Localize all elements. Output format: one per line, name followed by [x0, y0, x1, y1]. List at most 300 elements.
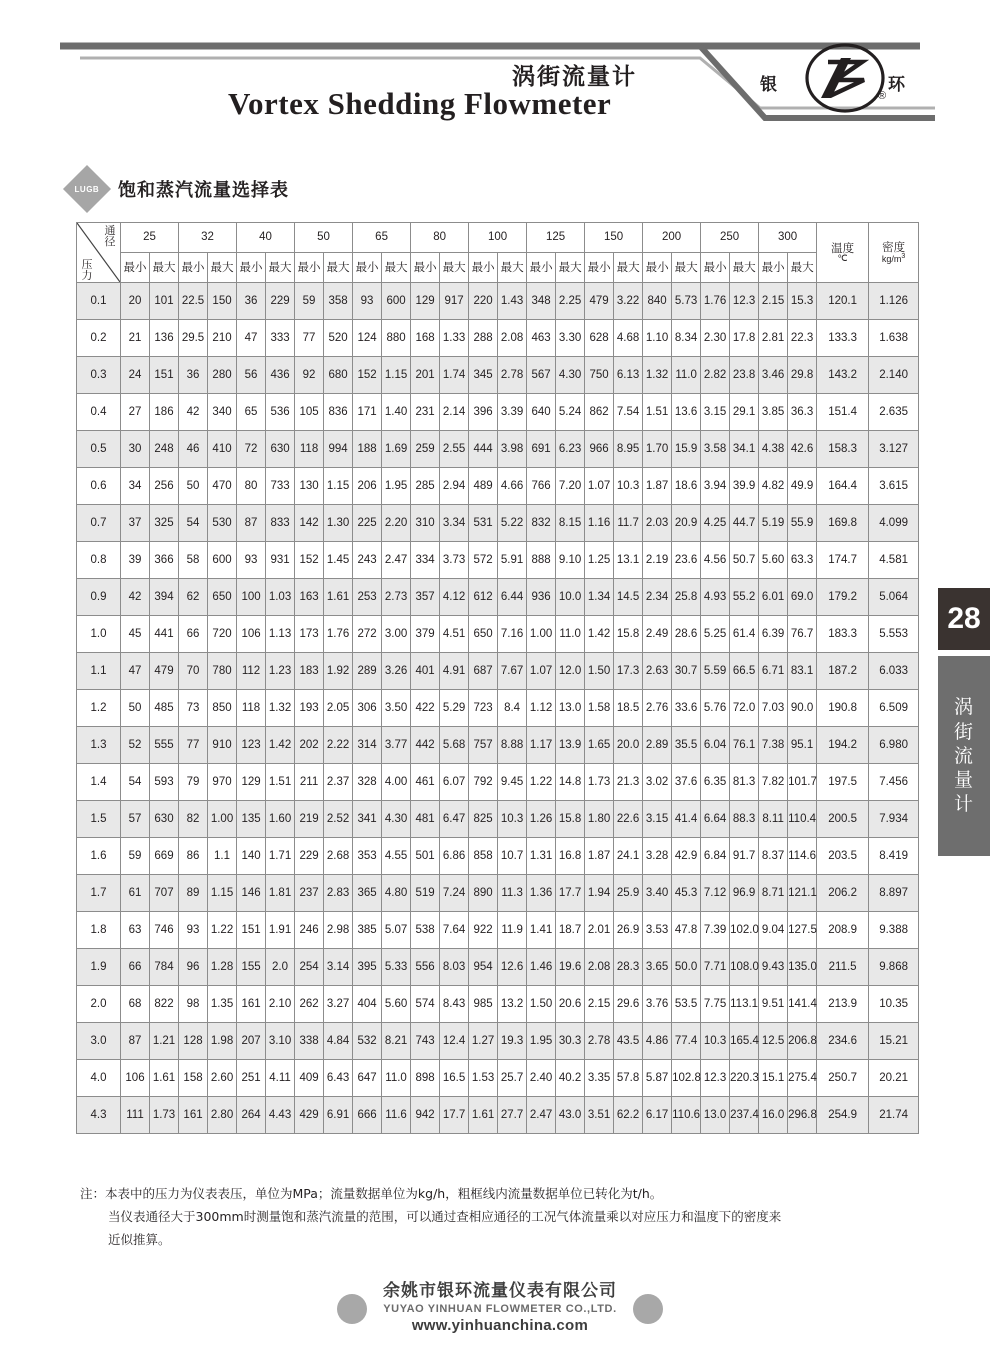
- footer-company-cn: 余姚市银环流量仪表有限公司: [383, 1281, 617, 1301]
- cell-value: 142: [295, 505, 324, 542]
- header-diameter-65: 65: [353, 223, 411, 253]
- cell-value: 985: [469, 986, 498, 1023]
- header-min-25: 最小: [121, 253, 150, 283]
- banner-title-en: Vortex Shedding Flowmeter: [228, 86, 612, 121]
- cell-value: 888: [527, 542, 556, 579]
- cell-value: 1.22: [208, 912, 237, 949]
- cell-density: 3.615: [869, 468, 919, 505]
- cell-value: 20.0: [614, 727, 643, 764]
- cell-value: 50: [121, 690, 150, 727]
- cell-value: 82: [179, 801, 208, 838]
- cell-value: 47.8: [672, 912, 701, 949]
- cell-temperature: 164.4: [817, 468, 869, 505]
- cell-value: 832: [527, 505, 556, 542]
- cell-value: 86: [179, 838, 208, 875]
- footer-dot-left-icon: [337, 1294, 367, 1324]
- cell-value: 96.9: [730, 875, 759, 912]
- cell-value: 30: [121, 431, 150, 468]
- cell-value: 2.08: [585, 949, 614, 986]
- cell-value: 28.3: [614, 949, 643, 986]
- cell-value: 17.8: [730, 320, 759, 357]
- cell-pressure: 0.8: [77, 542, 121, 579]
- cell-value: 62: [179, 579, 208, 616]
- cell-value: 17.7: [556, 875, 585, 912]
- cell-value: 792: [469, 764, 498, 801]
- cell-value: 88.3: [730, 801, 759, 838]
- cell-value: 96: [179, 949, 208, 986]
- cell-value: 17.3: [614, 653, 643, 690]
- cell-value: 161: [237, 986, 266, 1023]
- cell-value: 165.4: [730, 1023, 759, 1060]
- cell-density: 7.456: [869, 764, 919, 801]
- cell-value: 7.16: [498, 616, 527, 653]
- cell-value: 25.9: [614, 875, 643, 912]
- saturated-steam-flow-table: [76, 222, 919, 1134]
- cell-value: 146: [237, 875, 266, 912]
- cell-value: 118: [295, 431, 324, 468]
- cell-value: 4.30: [382, 801, 411, 838]
- cell-value: 39.9: [730, 468, 759, 505]
- cell-value: 25.7: [498, 1060, 527, 1097]
- cell-value: 18.6: [672, 468, 701, 505]
- cell-value: 23.6: [672, 542, 701, 579]
- cell-value: 4.11: [266, 1060, 295, 1097]
- cell-value: 5.22: [498, 505, 527, 542]
- cell-value: 5.24: [556, 394, 585, 431]
- cell-value: 519: [411, 875, 440, 912]
- cell-temperature: 250.7: [817, 1060, 869, 1097]
- cell-value: 34.1: [730, 431, 759, 468]
- page-side-tab: [938, 588, 990, 856]
- cell-value: 6.17: [643, 1097, 672, 1134]
- cell-value: 2.78: [498, 357, 527, 394]
- cell-value: 105: [295, 394, 324, 431]
- cell-value: 1.16: [585, 505, 614, 542]
- cell-value: 9.45: [498, 764, 527, 801]
- cell-value: 2.47: [382, 542, 411, 579]
- cell-value: 1.61: [324, 579, 353, 616]
- cell-value: 340: [208, 394, 237, 431]
- cell-value: 7.64: [440, 912, 469, 949]
- cell-value: 106: [121, 1060, 150, 1097]
- cell-value: 43.5: [614, 1023, 643, 1060]
- cell-value: 1.91: [266, 912, 295, 949]
- cell-value: 83.1: [788, 653, 817, 690]
- cell-value: 111: [121, 1097, 150, 1134]
- header-diameter-32: 32: [179, 223, 237, 253]
- cell-value: 92: [295, 357, 324, 394]
- cell-value: 63: [121, 912, 150, 949]
- cell-value: 366: [150, 542, 179, 579]
- cell-value: 3.39: [498, 394, 527, 431]
- section-heading: [70, 172, 289, 206]
- cell-value: 275.4: [788, 1060, 817, 1097]
- cell-value: 110.4: [788, 801, 817, 838]
- cell-value: 14.8: [556, 764, 585, 801]
- cell-value: 11.6: [382, 1097, 411, 1134]
- cell-value: 18.5: [614, 690, 643, 727]
- cell-value: 2.25: [556, 283, 585, 320]
- table-row: [77, 727, 919, 764]
- cell-value: 833: [266, 505, 295, 542]
- cell-value: 825: [469, 801, 498, 838]
- cell-value: 61: [121, 875, 150, 912]
- cell-value: 328: [353, 764, 382, 801]
- cell-value: 251: [237, 1060, 266, 1097]
- cell-value: 12.3: [701, 1060, 730, 1097]
- cell-value: 1.42: [266, 727, 295, 764]
- cell-value: 7.67: [498, 653, 527, 690]
- cell-value: 36: [179, 357, 208, 394]
- section-title-text: 饱和蒸汽流量选择表: [118, 180, 289, 201]
- cell-value: 1.51: [266, 764, 295, 801]
- cell-value: 118: [237, 690, 266, 727]
- cell-value: 45: [121, 616, 150, 653]
- cell-value: 89: [179, 875, 208, 912]
- cell-value: 43.0: [556, 1097, 585, 1134]
- cell-value: 520: [324, 320, 353, 357]
- footer-dot-right-icon: [633, 1294, 663, 1324]
- cell-value: 5.91: [498, 542, 527, 579]
- cell-value: 5.87: [643, 1060, 672, 1097]
- cell-value: 20.9: [672, 505, 701, 542]
- cell-value: 6.91: [324, 1097, 353, 1134]
- cell-value: 1.76: [701, 283, 730, 320]
- cell-value: 784: [150, 949, 179, 986]
- cell-value: 29.1: [730, 394, 759, 431]
- cell-value: 463: [527, 320, 556, 357]
- cell-value: 1.15: [324, 468, 353, 505]
- cell-value: 114.6: [788, 838, 817, 875]
- cell-value: 7.75: [701, 986, 730, 1023]
- cell-value: 237: [295, 875, 324, 912]
- cell-value: 757: [469, 727, 498, 764]
- cell-value: 100: [237, 579, 266, 616]
- side-tab-char: 街: [953, 720, 974, 743]
- cell-value: 15.9: [672, 431, 701, 468]
- cell-value: 46: [179, 431, 208, 468]
- cell-value: 9.51: [759, 986, 788, 1023]
- cell-value: 108.0: [730, 949, 759, 986]
- cell-value: 8.37: [759, 838, 788, 875]
- cell-value: 168: [411, 320, 440, 357]
- cell-value: 5.19: [759, 505, 788, 542]
- cell-value: 22.5: [179, 283, 208, 320]
- cell-value: 280: [208, 357, 237, 394]
- cell-value: 11.7: [614, 505, 643, 542]
- cell-value: 150: [208, 283, 237, 320]
- table-row: [77, 690, 919, 727]
- cell-value: 210: [208, 320, 237, 357]
- cell-temperature: 151.4: [817, 394, 869, 431]
- cell-value: 69.0: [788, 579, 817, 616]
- note-line-3: 近似推算。: [108, 1232, 171, 1248]
- cell-value: 30.3: [556, 1023, 585, 1060]
- cell-value: 22.3: [788, 320, 817, 357]
- cell-pressure: 0.4: [77, 394, 121, 431]
- cell-value: 780: [208, 653, 237, 690]
- cell-value: 862: [585, 394, 614, 431]
- cell-value: 5.07: [382, 912, 411, 949]
- cell-value: 11.0: [556, 616, 585, 653]
- cell-value: 3.02: [643, 764, 672, 801]
- header-label-pressure: 压力: [81, 258, 93, 282]
- cell-value: 40.2: [556, 1060, 585, 1097]
- table-row: [77, 1060, 919, 1097]
- cell-value: 58: [179, 542, 208, 579]
- cell-value: 44.7: [730, 505, 759, 542]
- cell-value: 743: [411, 1023, 440, 1060]
- cell-value: 65: [237, 394, 266, 431]
- cell-value: 5.73: [672, 283, 701, 320]
- cell-value: 15.8: [556, 801, 585, 838]
- cell-value: 1.87: [585, 838, 614, 875]
- cell-value: 123: [237, 727, 266, 764]
- cell-value: 80: [237, 468, 266, 505]
- cell-value: 135.0: [788, 949, 817, 986]
- cell-value: 6.04: [701, 727, 730, 764]
- cell-value: 152: [353, 357, 382, 394]
- cell-value: 6.43: [324, 1060, 353, 1097]
- cell-value: 11.0: [672, 357, 701, 394]
- cell-value: 39: [121, 542, 150, 579]
- cell-value: 8.88: [498, 727, 527, 764]
- header-min-80: 最小: [411, 253, 440, 283]
- header-diameter-250: 250: [701, 223, 759, 253]
- cell-value: 536: [266, 394, 295, 431]
- header-label-diameter: 通径: [104, 224, 116, 248]
- header-min-150: 最小: [585, 253, 614, 283]
- cell-value: 1.74: [440, 357, 469, 394]
- cell-value: 106: [237, 616, 266, 653]
- cell-pressure: 0.7: [77, 505, 121, 542]
- cell-value: 87: [121, 1023, 150, 1060]
- cell-value: 231: [411, 394, 440, 431]
- cell-value: 3.40: [643, 875, 672, 912]
- cell-value: 90.0: [788, 690, 817, 727]
- cell-pressure: 4.3: [77, 1097, 121, 1134]
- cell-value: 4.56: [701, 542, 730, 579]
- header-max-150: 最大: [614, 253, 643, 283]
- cell-value: 26.9: [614, 912, 643, 949]
- cell-value: 3.51: [585, 1097, 614, 1134]
- cell-value: 358: [324, 283, 353, 320]
- header-min-125: 最小: [527, 253, 556, 283]
- side-tab-label: [938, 656, 990, 856]
- cell-value: 12.5: [759, 1023, 788, 1060]
- cell-value: 669: [150, 838, 179, 875]
- cell-value: 461: [411, 764, 440, 801]
- cell-value: 19.6: [556, 949, 585, 986]
- cell-value: 7.12: [701, 875, 730, 912]
- cell-value: 720: [208, 616, 237, 653]
- cell-value: 8.03: [440, 949, 469, 986]
- cell-density: 3.127: [869, 431, 919, 468]
- cell-value: 1.65: [585, 727, 614, 764]
- table-row: [77, 579, 919, 616]
- cell-value: 532: [353, 1023, 382, 1060]
- cell-value: 21: [121, 320, 150, 357]
- cell-value: 1.98: [208, 1023, 237, 1060]
- cell-value: 2.34: [643, 579, 672, 616]
- cell-density: 8.419: [869, 838, 919, 875]
- cell-value: 1.76: [324, 616, 353, 653]
- cell-value: 334: [411, 542, 440, 579]
- cell-value: 314: [353, 727, 382, 764]
- cell-value: 50.7: [730, 542, 759, 579]
- cell-value: 8.95: [614, 431, 643, 468]
- cell-value: 746: [150, 912, 179, 949]
- cell-value: 8.11: [759, 801, 788, 838]
- cell-value: 379: [411, 616, 440, 653]
- cell-pressure: 4.0: [77, 1060, 121, 1097]
- cell-value: 5.33: [382, 949, 411, 986]
- cell-temperature: 197.5: [817, 764, 869, 801]
- cell-value: 13.1: [614, 542, 643, 579]
- cell-value: 87: [237, 505, 266, 542]
- cell-pressure: 1.9: [77, 949, 121, 986]
- cell-value: 2.80: [208, 1097, 237, 1134]
- cell-value: 2.10: [266, 986, 295, 1023]
- cell-value: 2.15: [759, 283, 788, 320]
- cell-value: 3.15: [701, 394, 730, 431]
- cell-value: 20.6: [556, 986, 585, 1023]
- cell-value: 49.9: [788, 468, 817, 505]
- lugb-diamond-icon: [63, 165, 111, 213]
- cell-value: 3.73: [440, 542, 469, 579]
- cell-value: 880: [382, 320, 411, 357]
- cell-value: 365: [353, 875, 382, 912]
- cell-value: 10.3: [498, 801, 527, 838]
- cell-value: 225: [353, 505, 382, 542]
- cell-value: 10.3: [701, 1023, 730, 1060]
- cell-value: 1.61: [469, 1097, 498, 1134]
- cell-value: 102.0: [730, 912, 759, 949]
- cell-value: 917: [440, 283, 469, 320]
- cell-value: 151: [150, 357, 179, 394]
- header-min-200: 最小: [643, 253, 672, 283]
- cell-value: 628: [585, 320, 614, 357]
- cell-temperature: 169.8: [817, 505, 869, 542]
- table-row: [77, 320, 919, 357]
- cell-value: 29.8: [788, 357, 817, 394]
- cell-value: 1.60: [266, 801, 295, 838]
- cell-value: 1.34: [585, 579, 614, 616]
- cell-value: 1.32: [643, 357, 672, 394]
- cell-value: 110.6: [672, 1097, 701, 1134]
- cell-value: 680: [324, 357, 353, 394]
- cell-value: 23.8: [730, 357, 759, 394]
- company-logo: [760, 48, 920, 110]
- cell-value: 4.38: [759, 431, 788, 468]
- table-row: [77, 431, 919, 468]
- cell-value: 45.3: [672, 875, 701, 912]
- cell-value: 243: [353, 542, 382, 579]
- table-row: [77, 986, 919, 1023]
- cell-value: 394: [150, 579, 179, 616]
- table-row: [77, 653, 919, 690]
- cell-density: 20.21: [869, 1060, 919, 1097]
- cell-value: 6.84: [701, 838, 730, 875]
- cell-value: 1.15: [208, 875, 237, 912]
- cell-value: 766: [527, 468, 556, 505]
- header-diameter-80: 80: [411, 223, 469, 253]
- cell-value: 54: [121, 764, 150, 801]
- cell-value: 7.03: [759, 690, 788, 727]
- cell-value: 27.7: [498, 1097, 527, 1134]
- cell-value: 121.1: [788, 875, 817, 912]
- cell-value: 55.2: [730, 579, 759, 616]
- cell-value: 141.4: [788, 986, 817, 1023]
- cell-value: 647: [353, 1060, 382, 1097]
- cell-value: 2.81: [759, 320, 788, 357]
- cell-value: 1.41: [527, 912, 556, 949]
- cell-value: 17.7: [440, 1097, 469, 1134]
- cell-value: 348: [527, 283, 556, 320]
- cell-value: 2.08: [498, 320, 527, 357]
- cell-value: 211: [295, 764, 324, 801]
- cell-value: 1.30: [324, 505, 353, 542]
- cell-value: 1.26: [527, 801, 556, 838]
- cell-value: 531: [469, 505, 498, 542]
- cell-temperature: 234.6: [817, 1023, 869, 1060]
- table-row: [77, 1023, 919, 1060]
- cell-pressure: 0.2: [77, 320, 121, 357]
- header-min-300: 最小: [759, 253, 788, 283]
- table-notes: [80, 1182, 930, 1251]
- cell-value: 1.12: [527, 690, 556, 727]
- cell-value: 57: [121, 801, 150, 838]
- cell-value: 574: [411, 986, 440, 1023]
- cell-value: 19.3: [498, 1023, 527, 1060]
- cell-value: 1.50: [527, 986, 556, 1023]
- cell-value: 4.68: [614, 320, 643, 357]
- cell-value: 206.8: [788, 1023, 817, 1060]
- cell-value: 6.47: [440, 801, 469, 838]
- cell-value: 3.76: [643, 986, 672, 1023]
- cell-value: 4.00: [382, 764, 411, 801]
- cell-value: 4.84: [324, 1023, 353, 1060]
- cell-value: 220.3: [730, 1060, 759, 1097]
- cell-temperature: 179.2: [817, 579, 869, 616]
- cell-value: 171: [353, 394, 382, 431]
- cell-temperature: 200.5: [817, 801, 869, 838]
- footer-website: www.yinhuanchina.com: [411, 1316, 589, 1334]
- header-min-250: 最小: [701, 253, 730, 283]
- cell-value: 3.85: [759, 394, 788, 431]
- cell-value: 1.32: [266, 690, 295, 727]
- cell-value: 62.2: [614, 1097, 643, 1134]
- cell-value: 5.76: [701, 690, 730, 727]
- cell-value: 3.58: [701, 431, 730, 468]
- cell-value: 567: [527, 357, 556, 394]
- cell-value: 8.4: [498, 690, 527, 727]
- cell-value: 441: [150, 616, 179, 653]
- cell-temperature: 133.3: [817, 320, 869, 357]
- cell-value: 272: [353, 616, 382, 653]
- cell-value: 229: [295, 838, 324, 875]
- cell-density: 8.897: [869, 875, 919, 912]
- cell-value: 1.45: [324, 542, 353, 579]
- cell-value: 56: [237, 357, 266, 394]
- cell-value: 256: [150, 468, 179, 505]
- header-min-65: 最小: [353, 253, 382, 283]
- cell-value: 13.6: [672, 394, 701, 431]
- cell-value: 341: [353, 801, 382, 838]
- cell-value: 52: [121, 727, 150, 764]
- cell-value: 47: [121, 653, 150, 690]
- cell-density: 4.581: [869, 542, 919, 579]
